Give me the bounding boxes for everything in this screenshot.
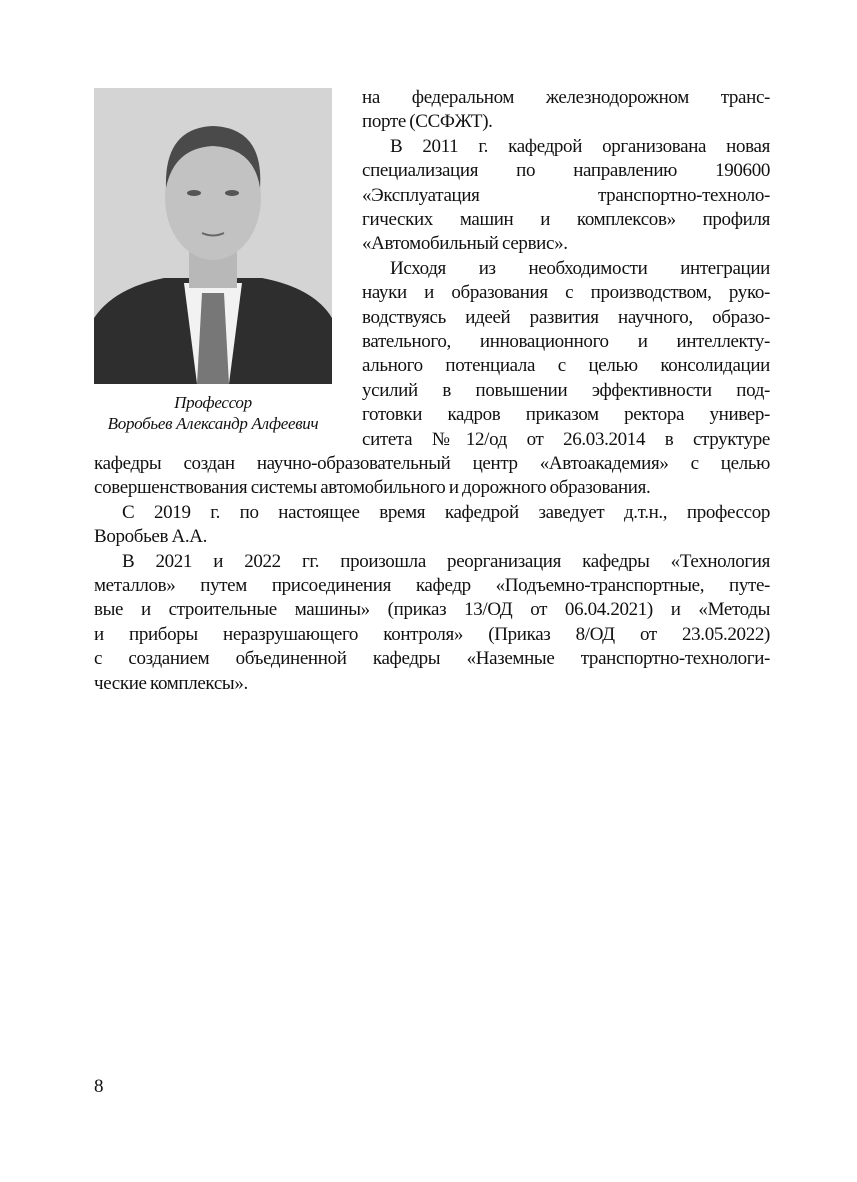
text-line: Исходя из необходимости интеграции [390,257,770,279]
text-line: гических машин и комплексов» профиля [362,209,770,230]
text-line: с созданием объединенной кафедры «Наземные транспортно-технологи- [94,648,770,670]
text-line: науки и образования с производством, руко- [362,282,770,304]
text-line: на федеральном железнодорожном транс- [362,87,770,108]
caption-title: Профессор [174,393,252,412]
text-line: кафедры создан научно-образовательный центр «Автоакадемия» с целью [94,453,770,474]
text-line: вые и строительные машины» (приказ 13/ОД от 06.04.2021) и «Методы [94,599,770,621]
text-line: В 2011 г. кафедрой организована новая [390,135,770,157]
text-line: «Эксплуатация транспортно-техноло- [362,184,770,206]
caption-name: Воробьев Александр Алфеевич [107,414,319,433]
portrait-photo [94,88,332,384]
page-number: 8 [94,1076,104,1097]
text-line: металлов» путем присоединения кафедр «Подъемно-транспортные, путе- [94,575,770,596]
text-line: ческие комплексы». [94,672,248,694]
text-line: В 2021 и 2022 гг. произошла реорганизация кафедры «Технология [122,550,770,572]
text-line: ального потенциала с целью консолидации [362,355,770,377]
text-line: специализация по направлению 190600 [362,160,770,182]
text-line: С 2019 г. по настоящее время кафедрой заведует д.т.н., профессор [122,501,770,523]
text-line: и приборы неразрушающего контроля» (Приказ 8/ОД от 23.05.2022) [94,623,770,645]
text-line: порте (ССФЖТ). [362,111,493,133]
photo-caption [84,392,342,434]
text-line: «Автомобильный сервис». [362,233,568,255]
text-line: Воробьев А.А. [94,526,208,548]
text-line: вательного, инновационного и интеллекту- [362,331,770,352]
text-line: ситета №12/од от 26.03.2014 в структуре [362,428,770,450]
text-line: усилий в повышении эффективности под- [362,379,770,401]
text-line: совершенствования системы автомобильного и дорожного образования. [94,477,651,499]
text-line: водствуясь идеей развития научного, образо- [362,306,770,328]
text-line: готовки кадров приказом ректора универ- [362,404,770,426]
